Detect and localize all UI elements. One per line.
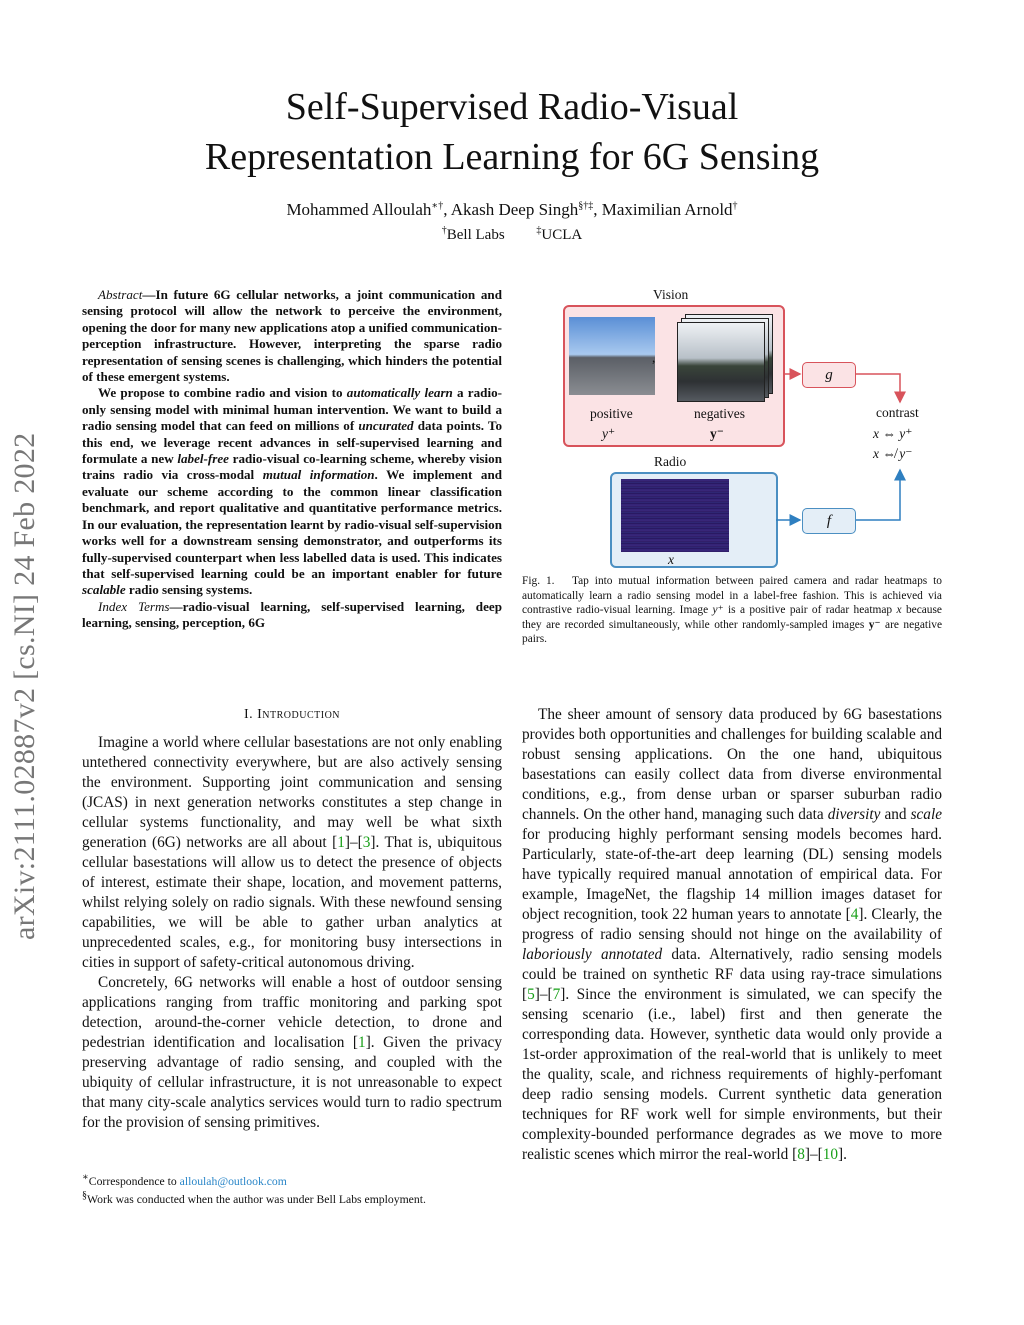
author-list: Mohammed Alloulah∗†, Akash Deep Singh§†‡, Maximilian Arnold† <box>286 200 738 219</box>
citation-link[interactable]: 4 <box>850 906 859 923</box>
arrow-g-to-contrast <box>856 374 900 402</box>
author-2: Akash Deep Singh <box>450 200 579 219</box>
citation-link[interactable]: 5 <box>527 986 535 1003</box>
y-plus-label: y⁺ <box>602 426 616 441</box>
right-para-1: The sheer amount of sensory data produced by 6G basestations provides both opportunities and challenges for building scalable and robust sensing applications. On the one hand, ubiquitous basestations can easily collect data from diverse environmental conditions, e.g., from dense urban or sparser suburban radio channels. On the other hand, managing such data diversity and scale for producing highly performant sensing models becomes hard. Particularly, state-of-the-art deep learning (DL) sensing models have typically required manual annotation of empirical data. For example, ImageNet, the flagship 14 million images dataset for object recognition, took 22 human years to annotate [4]. Clearly, the progress of radio sensing should not hinge on the availability of laboriously annotated data. Alternatively, radio sensing models could be trained on synthetic RF data using ray-trace simulations [5]–[7]. Since the environment is simulated, we can specify the sensing scenario (i.e., label) first and then generate the corresponding data. However, synthetic data would only provide a 1st-order approximation of the real-world that is unlikely to meet the quality, scale, and richness requirements of highly-perfomant deep radio sensing models. Current synthetic data generation techniques for RF work well for simple environments, but their complexity-bounded performance degrades as we move to more realistic scenes which mirror the real-world [8]–[10]. <box>522 706 942 1163</box>
right-column-text <box>522 705 942 1165</box>
affiliations <box>0 225 1024 244</box>
figure-caption: Fig. 1. Tap into mutual information between paired camera and radar heatmaps to automatically learn a radio sensing model in a label-free fashion. This is achieved via contrastive radio-visual learning. Image y⁺ is a positive pair of radar heatmap x because they are recorded simultaneously, while other randomly-sampled images y⁻ are negative pairs. <box>522 575 942 645</box>
index-terms: Index Terms—radio-visual learning, self-supervised learning, deep learning, sensing, perception, 6G <box>82 598 502 631</box>
footnotes <box>82 1171 502 1207</box>
title-line-2: Representation Learning for 6G Sensing <box>204 136 820 178</box>
contrast-negative: x ⇎ y⁻ <box>873 446 913 461</box>
citation-link[interactable]: 3 <box>362 834 371 851</box>
contrast-label: contrast <box>876 405 919 420</box>
figure-arrows <box>522 284 942 574</box>
footnote-1: ∗Correspondence to alloulah@outlook.com <box>82 1172 287 1188</box>
author-1: Mohammed Alloulah <box>286 200 432 219</box>
author-3: Maximilian Arnold <box>601 200 733 219</box>
abstract-para-1: —In future 6G cellular networks, a joint communication and sensing protocol will allow the network to perceive the environment, opening the door for many new applications atop a unified communication-perception infrastructure. However, interpreting the sparse radio representation of sensing scenes is challenging, which hinders the potential of these emergent systems. <box>82 287 503 385</box>
citation-link[interactable]: 10 <box>822 1146 839 1163</box>
paper-title <box>0 82 1024 182</box>
email-link[interactable]: alloulah@outlook.com <box>179 1174 287 1188</box>
author-1-marks: ∗† <box>431 200 444 212</box>
title-line-1: Self-Supervised Radio-Visual <box>285 86 739 128</box>
citation-link[interactable]: 7 <box>552 986 561 1003</box>
comma-separator: , <box>652 350 656 365</box>
caption-label: Fig. 1. <box>522 575 555 587</box>
abstract-para-2: We propose to combine radio and vision to automatically learn a radio-only sensing model with minimal human intervention. We want to build a radio sensing model that can feed on millions of uncurated data points. To this end, we leverage recent advances in self-supervised learning and formulate a new label-free radio-visual co-learning scheme, whereby vision trains radio via cross-modal mutual information. We implement and evaluate our scheme according to the common linear classification benchmark, and report qualitative and quantitative performance metrics. In our evaluation, the representation learnt by radio-visual self-supervision works well for a downstream sensing demonstrator, and outperforms its fully-supervised counterpart when less labelled data is used. This indicates that self-supervised learning could be an important enabler for future scalable radio sensing systems. <box>82 385 503 598</box>
arxiv-stamp: arXiv:2111.02887v2 [cs.NI] 24 Feb 2022 <box>8 432 41 940</box>
footnote-2: §Work was conducted when the author was under Bell Labs employment. <box>82 1189 426 1206</box>
arrow-f-to-contrast <box>856 470 900 520</box>
affiliation-ucla: ‡UCLA <box>536 225 583 243</box>
citation-link[interactable]: 1 <box>358 1034 366 1051</box>
y-minus-label: y⁻ <box>710 426 724 441</box>
radio-label: Radio <box>654 454 687 469</box>
section-heading-introduction: I. Introduction <box>243 707 341 722</box>
abstract <box>82 287 502 632</box>
figure-1 <box>522 284 942 574</box>
vision-label: Vision <box>653 287 689 302</box>
citation-link[interactable]: 8 <box>797 1146 805 1163</box>
intro-para-2: Concretely, 6G networks will enable a host of outdoor sensing applications ranging from traffic monitoring and parking spot detection, around-the-corner vehicle detection, to drone and pedestrian identification and localisation [1]. Given the privacy preserving advantage of radio sensing, and coupled with the ubiquity of cellular infrastructure, it is not unreasonable to expect that many city-scale analytics services would turn to radio spectrum for the provision of sensing primitives. <box>82 974 502 1131</box>
author-3-marks: † <box>732 200 738 212</box>
positive-label: positive <box>590 406 633 421</box>
f-encoder-node: f <box>802 508 856 534</box>
intro-para-1: Imagine a world where cellular basestations are not only enabling untethered connectivity everywhere, but are also actively sensing the environment. Supporting joint communication and sensing (JCAS) in next generation networks constitutes a step change in cellular systems functionality, and may well be what sixth generation (6G) networks are all about [1]–[3]. That is, ubiquitous cellular basestations will allow us to detect the presence of objects of interest, estimate their shape, location, and movement patterns, whilst relying solely on radio signals. With these newfound sensing capabilities, we will be able to gather urban analytics at unprecedented scales, e.g., for monitoring busy intersections in cities in support of safety-critical autonomous driving. <box>82 734 502 971</box>
g-encoder-node: g <box>802 362 856 388</box>
intro-text <box>82 733 502 1133</box>
contrast-positive: x ⇔ y⁺ <box>873 426 913 441</box>
x-label: x <box>668 552 674 567</box>
negatives-label: negatives <box>694 406 745 421</box>
citation-link[interactable]: 1 <box>337 834 345 851</box>
author-2-marks: §†‡ <box>578 200 594 212</box>
affiliation-bell: †Bell Labs <box>441 225 505 243</box>
abstract-label: Abstract <box>98 287 143 302</box>
